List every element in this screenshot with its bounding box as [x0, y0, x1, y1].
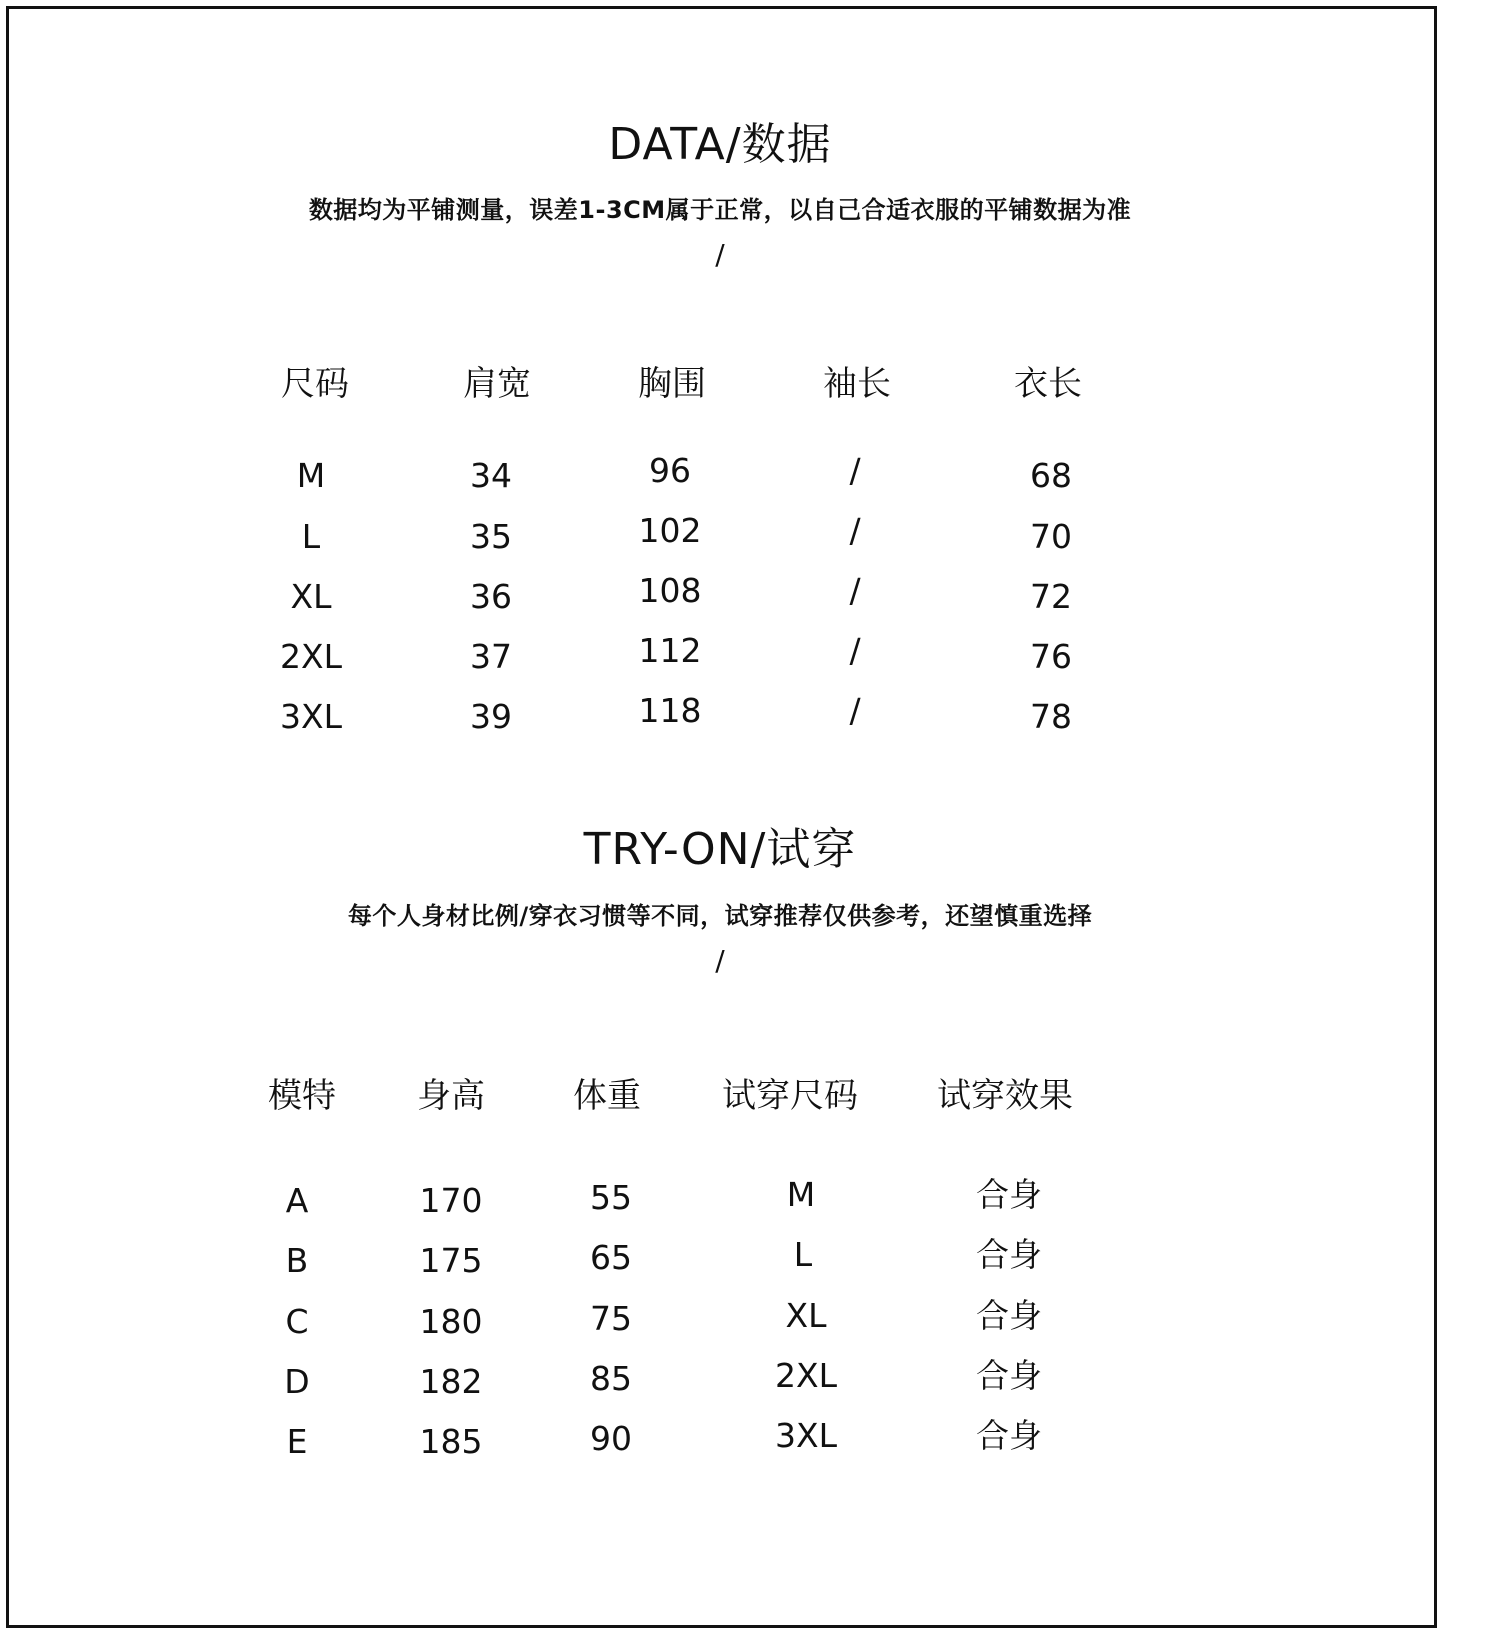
table-cell: C: [285, 1302, 309, 1341]
size-header-size: 尺码: [281, 364, 349, 404]
table-cell: /: [849, 451, 861, 490]
table-cell: 72: [1030, 577, 1072, 616]
size-header-sleeve: 袖长: [823, 364, 891, 404]
table-cell: L: [301, 517, 321, 556]
table-cell: 合身: [976, 1296, 1042, 1335]
table-cell: 65: [590, 1238, 632, 1277]
table-cell: M: [296, 456, 326, 495]
table-cell: 34: [470, 456, 512, 495]
table-cell: 175: [419, 1241, 483, 1280]
table-cell: 合身: [976, 1356, 1042, 1395]
table-cell: 102: [638, 511, 702, 550]
table-cell: 170: [419, 1181, 483, 1220]
table-cell: 185: [419, 1422, 483, 1461]
table-cell: 55: [590, 1178, 632, 1217]
table-cell: 90: [590, 1419, 632, 1458]
table-cell: 36: [470, 577, 512, 616]
data-section-title: DATA/数据: [608, 119, 832, 170]
table-cell: 108: [638, 571, 702, 610]
table-cell: 180: [419, 1302, 483, 1341]
table-cell: 合身: [976, 1416, 1042, 1455]
table-cell: 85: [590, 1359, 632, 1398]
table-cell: 合身: [976, 1235, 1042, 1274]
tryon-header-height: 身高: [417, 1076, 485, 1116]
table-cell: M: [786, 1175, 816, 1214]
table-cell: 96: [649, 451, 691, 490]
tryon-section-note: 每个人身材比例/穿衣习惯等不同，试穿推荐仅供参考，还望慎重选择: [347, 902, 1093, 930]
table-cell: L: [793, 1235, 813, 1274]
tryon-header-weight: 体重: [573, 1076, 641, 1116]
table-cell: A: [285, 1181, 309, 1220]
table-cell: XL: [290, 577, 332, 616]
table-cell: 35: [470, 517, 512, 556]
table-cell: 3XL: [775, 1416, 837, 1455]
size-header-chest: 胸围: [638, 364, 706, 404]
table-cell: /: [849, 631, 861, 670]
tryon-header-fit: 试穿效果: [937, 1076, 1073, 1116]
table-cell: /: [849, 511, 861, 550]
table-cell: E: [286, 1422, 308, 1461]
data-section-separator: /: [715, 238, 725, 271]
table-cell: 182: [419, 1362, 483, 1401]
table-cell: 112: [638, 631, 702, 670]
table-cell: 3XL: [280, 697, 342, 736]
tryon-header-size: 试穿尺码: [722, 1076, 858, 1116]
tryon-section-title: TRY-ON/试穿: [583, 824, 857, 875]
table-cell: 2XL: [280, 637, 342, 676]
table-cell: 76: [1030, 637, 1072, 676]
table-cell: 70: [1030, 517, 1072, 556]
tryon-section-separator: /: [715, 944, 725, 977]
table-cell: XL: [785, 1296, 827, 1335]
table-cell: B: [285, 1241, 309, 1280]
table-cell: 78: [1030, 697, 1072, 736]
table-cell: D: [284, 1362, 310, 1401]
table-cell: 75: [590, 1299, 632, 1338]
table-cell: /: [849, 571, 861, 610]
tryon-header-model: 模特: [268, 1076, 336, 1116]
table-cell: 68: [1030, 456, 1072, 495]
table-cell: 39: [470, 697, 512, 736]
table-cell: /: [849, 691, 861, 730]
data-section-note: 数据均为平铺测量，误差1-3CM属于正常，以自己合适衣服的平铺数据为准: [308, 196, 1132, 224]
size-header-length: 衣长: [1014, 364, 1082, 404]
table-cell: 合身: [976, 1175, 1042, 1214]
table-cell: 118: [638, 691, 702, 730]
table-cell: 37: [470, 637, 512, 676]
size-header-shoulder: 肩宽: [463, 364, 531, 404]
table-cell: 2XL: [775, 1356, 837, 1395]
